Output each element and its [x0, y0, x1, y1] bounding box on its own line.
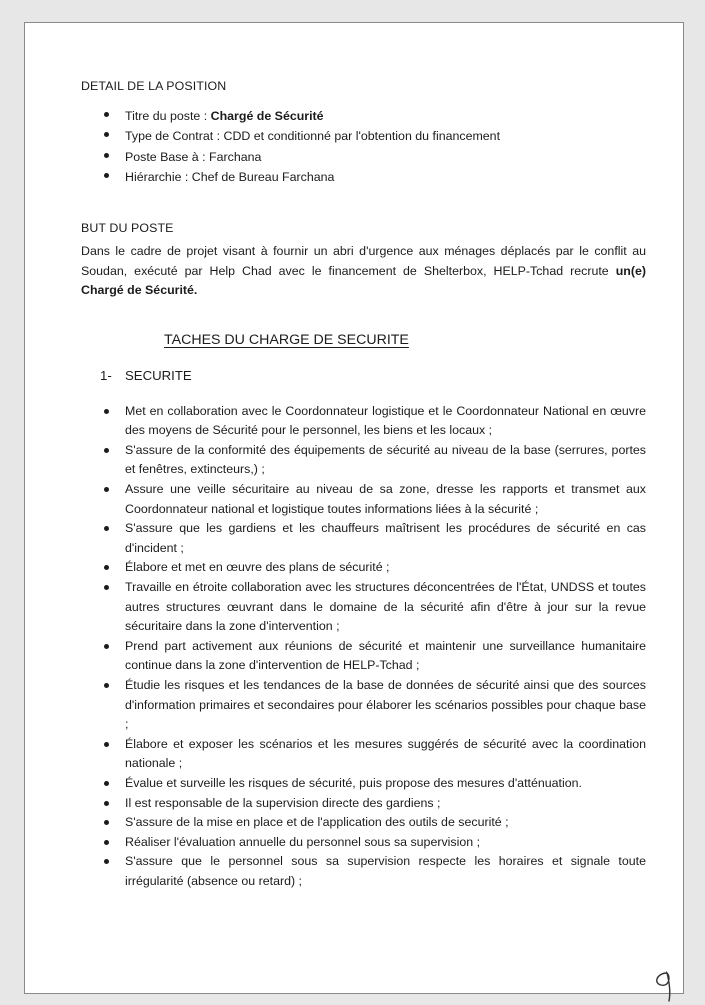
bullet-icon: [104, 487, 109, 492]
detail-item: Hiérarchie : Chef de Bureau Farchana: [81, 167, 646, 187]
taches-heading: TACHES DU CHARGE DE SECURITE: [164, 331, 409, 348]
bullet-icon: [104, 173, 109, 178]
bullet-icon: [104, 644, 109, 649]
bullet-icon: [104, 132, 109, 137]
detail-item: Poste Base à : Farchana: [81, 147, 646, 167]
securite-item: Il est responsable de la supervision directe des gardiens ;: [81, 794, 646, 814]
securite-item: S'assure que le personnel sous sa supervision respecte les horaires et signale toute irrégularité (absence ou retard) ;: [81, 852, 646, 891]
bullet-icon: [104, 820, 109, 825]
bullet-icon: [104, 742, 109, 747]
securite-list: [81, 402, 646, 892]
bullet-icon: [104, 585, 109, 590]
securite-item: S'assure de la mise en place et de l'application des outils de securité ;: [81, 813, 646, 833]
bullet-icon: [104, 153, 109, 158]
bullet-icon: [104, 840, 109, 845]
securite-item: Assure une veille sécuritaire au niveau de sa zone, dresse les rapports et transmet aux Coordonnateur national et logistique toutes informations liées à la sécurité ;: [81, 480, 646, 519]
bullet-icon: [104, 801, 109, 806]
bullet-icon: [104, 409, 109, 414]
securite-item: S'assure de la conformité des équipements de sécurité au niveau de la base (serrures, portes et fenêtres, extincteurs,) ;: [81, 441, 646, 480]
securite-item: Étudie les risques et les tendances de la base de données de sécurité ainsi que des sources d'information primaires et secondaires pour élaborer les scénarios possibles pour chaque base ;: [81, 676, 646, 735]
securite-item: Réaliser l'évaluation annuelle du personnel sous sa supervision ;: [81, 833, 646, 853]
bullet-icon: [104, 526, 109, 531]
document-content: [81, 79, 646, 892]
detail-list: [81, 106, 646, 187]
securite-item: Met en collaboration avec le Coordonnateur logistique et le Coordonnateur National en œuvre des moyens de Sécurité pour le personnel, les biens et les locaux ;: [81, 402, 646, 441]
bullet-icon: [104, 683, 109, 688]
securite-item: Travaille en étroite collaboration avec les structures déconcentrées de l'État, UNDSS et toutes autres structures œuvrant dans le domaine de la sécurité afin d'être à jour sur la revue sécuritaire dans la zone d'intervention ;: [81, 578, 646, 637]
bullet-icon: [104, 112, 109, 117]
securite-item: Élabore et met en œuvre des plans de sécurité ;: [81, 558, 646, 578]
securite-heading: 1- SECURITE: [100, 367, 192, 383]
detail-item: Titre du poste : Chargé de Sécurité: [81, 106, 646, 126]
securite-item: Évalue et surveille les risques de sécurité, puis propose des mesures d'atténuation.: [81, 774, 646, 794]
detail-heading: DETAIL DE LA POSITION: [81, 79, 227, 93]
securite-item: Élabore et exposer les scénarios et les mesures suggérés de sécurité avec la coordination nationale ;: [81, 735, 646, 774]
bullet-icon: [104, 565, 109, 570]
bullet-icon: [104, 859, 109, 864]
bullet-icon: [104, 781, 109, 786]
handwritten-initial-icon: [645, 965, 685, 1005]
but-heading: BUT DU POSTE: [81, 221, 174, 236]
securite-item: S'assure que les gardiens et les chauffeurs maîtrisent les procédures de sécurité en cas d'incident ;: [81, 519, 646, 558]
but-paragraph: Dans le cadre de projet visant à fournir un abri d'urgence aux ménages déplacés par le conflit au Soudan, exécuté par Help Chad avec le financement de Shelterbox, HELP-Tchad recrute un(e) Chargé de Sécurité.: [81, 244, 646, 298]
document-page: [24, 22, 684, 994]
bullet-icon: [104, 448, 109, 453]
securite-item: Prend part activement aux réunions de sécurité et maintenir une surveillance humanitaire continue dans la zone d'intervention de HELP-Tchad ;: [81, 637, 646, 676]
detail-item: Type de Contrat : CDD et conditionné par l'obtention du financement: [81, 126, 646, 146]
